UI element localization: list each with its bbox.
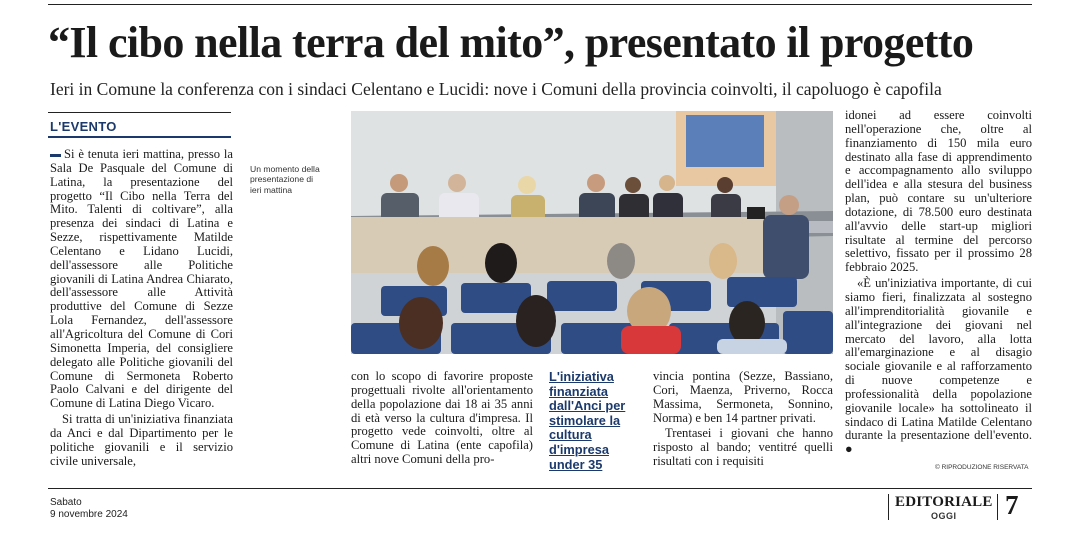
paragraph: idonei ad essere coinvolti nell'operazione che, oltre al finanziamento di 150 mila euro destinato alla fase di apprendimento e accompagnamento allo sviluppo dell'idea e alla stesura del business plan, può contare su un'ulteriore dotazione, di 78.500 euro destinata all'avvio delle start-up migliori risultate al termine del percorso selettivo, fissato per il prossimo 28 febbraio 2025. bbox=[845, 108, 1032, 275]
pull-quote bbox=[549, 370, 639, 472]
lead-marker bbox=[50, 154, 61, 157]
article-column-1 bbox=[50, 148, 233, 470]
subheadline: Ieri in Comune la conferenza con i sindaci Celentano e Lucidi: nove i Comuni della provincia coinvolti, il capoluogo è capofila bbox=[50, 79, 942, 99]
paragraph: «È un'iniziativa importante, di cui siamo fieri, finalizzata al sostegno all'imprenditorialità giovanile e all'integrazione dei giovani nel mercato del lavoro, alla lotta all'emarginazione e al disagio sociale giovanile e al rafforzamento di nuove competenze e professionalità della popolazione giovanile locale» ha sottolineato il sindaco di Latina Matilde Celentano durante la presentazione dell'evento. ● bbox=[845, 276, 1032, 457]
section-rule-bottom bbox=[48, 136, 231, 138]
pull-quote-text: L'iniziativa finanziata dall'Anci per stimolare la cultura d'impresa under 35 bbox=[549, 369, 626, 472]
publication-name: EDITORIALE bbox=[895, 494, 993, 510]
copyright-notice: © RIPRODUZIONE RISERVATA bbox=[935, 464, 1029, 471]
footer-rule bbox=[48, 488, 1032, 489]
top-rule bbox=[48, 4, 1032, 5]
brand-divider bbox=[888, 494, 889, 520]
headline: “Il cibo nella terra del mito”, presentato il progetto bbox=[48, 18, 974, 67]
page-divider bbox=[997, 494, 998, 520]
article-column-3 bbox=[653, 370, 833, 471]
footer-day: Sabato bbox=[50, 497, 82, 508]
section-rule-top bbox=[48, 112, 231, 113]
section-label: L'EVENTO bbox=[50, 119, 117, 134]
conference-photo bbox=[351, 111, 833, 354]
article-column-2 bbox=[351, 370, 533, 469]
paragraph-text: Si è tenuta ieri mattina, presso la Sala De Pasquale del Comune di Latina, la presentazione del progetto “Il Cibo nella Terra del Mito. Talenti di coltivare”, alla presenza dei sindaci di Latina e Sezze, rispettivamente Matilde Celentano e Lidano Lucidi, dell'assessore alle Politiche giovanili di Latina Andrea Chiarato, dell'assessore alle Attività produttive del Comune di Sezze Lola Fernandez, dell'assessore all'Agricoltura del Comune di Cori Simonetta Imperia, del consigliere delegato alle Politiche giovanili del Comune di Sermoneta Roberto Paolo Calvani e del dirigente del Comune di Latina Diego Vicaro. bbox=[50, 147, 233, 411]
paragraph: Trentasei i giovani che hanno risposto al bando; ventitré quelli risultati con i requisiti bbox=[653, 426, 833, 469]
paragraph: con lo scopo di favorire proposte progettuali rivolte all'orientamento della popolazione dai 18 ai 35 anni di età verso la cultura d'impresa. Il progetto vede coinvolti, oltre al Comune di Latina (ente capofila) altri nove Comuni della pro- bbox=[351, 369, 533, 467]
publication-subname: OGGI bbox=[931, 511, 957, 521]
footer-date bbox=[50, 497, 128, 521]
page-number: 7 bbox=[1005, 490, 1019, 520]
article-column-4 bbox=[845, 109, 1032, 459]
photo-caption: Un momento della presentazione di ieri mattina bbox=[250, 164, 320, 195]
paragraph bbox=[50, 148, 233, 411]
paragraph: vincia pontina (Sezze, Bassiano, Cori, Maenza, Priverno, Rocca Massima, Sermoneta, Sonnino, Norma) e ben 14 partner privati. bbox=[653, 369, 833, 425]
paragraph: Si tratta di un'iniziativa finanziata da Anci e dal Dipartimento per le politiche giovanili e il servizio civile universale, bbox=[50, 412, 233, 468]
footer-date-text: 9 novembre 2024 bbox=[50, 509, 128, 520]
